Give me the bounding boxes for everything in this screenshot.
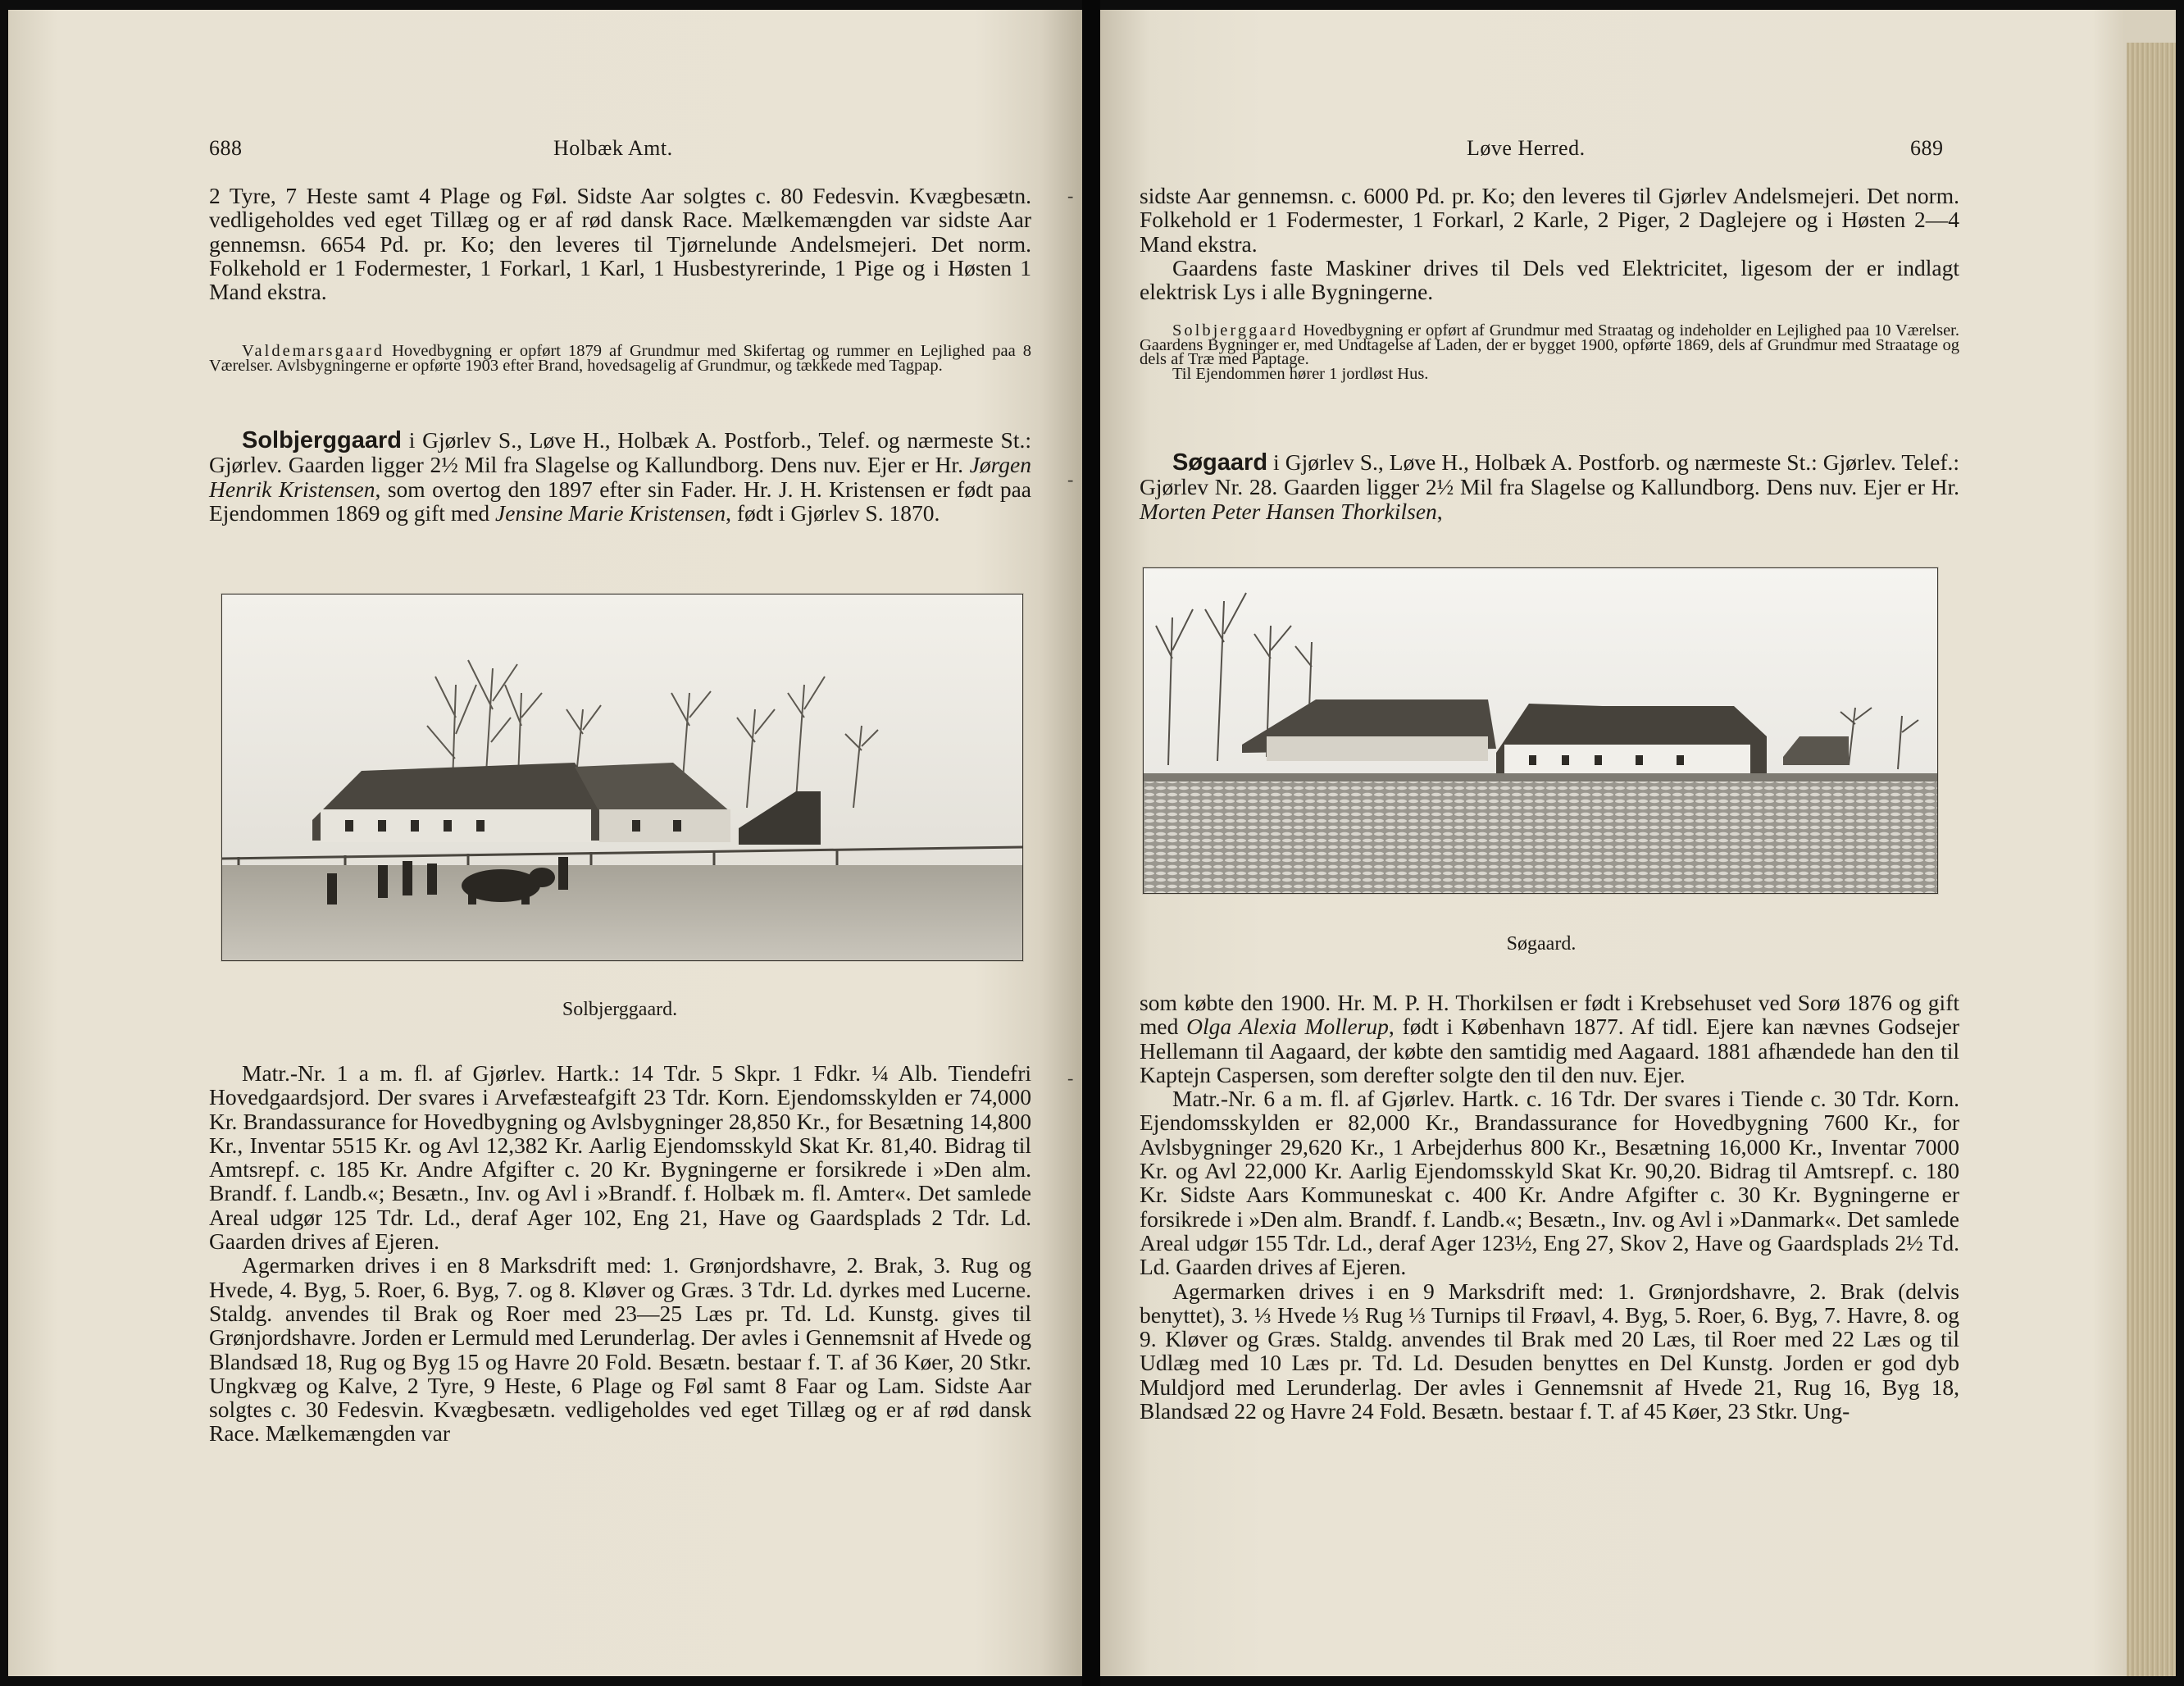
book-gutter bbox=[1082, 0, 1100, 1686]
small-note bbox=[209, 344, 1031, 373]
small-note-2: Til Ejendommen hører 1 jordløst Hus. bbox=[1172, 364, 1429, 383]
body-paragraph-1: som købte den 1900. Hr. M. P. H. Thorkilsen er født i Krebsehuset ved Sorø 1876 og gift med Olga Alexia Mollerup, født i København 1877. Af tidl. Ejere kan nævnes Godsejer Hellemann til Aagaard, der købte den samtidig med Aagaard. 1881 afhændede han den til Kaptejn Caspersen, som derefter solgte den til den nuv. Ejer. bbox=[1140, 990, 1959, 1087]
small-note-text: Hovedbygning er opført af Grundmur med Straatag og indeholder en Lejlighed paa 10 Værelser. Gaardens Bygninger er, med Undtagelse af Laden, der er bygget 1900, opførte 1869, dels af Grundmur med Straatage og dels af Træ med Paptage. bbox=[1140, 321, 1959, 369]
solbjerggaard-photo bbox=[221, 594, 1023, 961]
body-paragraph-2: Agermarken drives i en 8 Marksdrift med: 1. Grønjordshavre, 2. Brak, 3. Rug og Hvede, 4. Byg, 5. Roer, 6. Byg, 7. og 8. Kløver og Græs. 3 Tdr. Ld. dyrkes med Lucerne. Staldg. anvendes til Brak og Roer med 23—25 Læs pr. Td. Ld. Kunstg. gives til Grønjordshavre. Jorden er Lermuld med Lerunderlag. Der avles i Gennemsnit af Hvede og Blandsæd 18, Rug og Byg 15 og Havre 20 Fold. Besætn. bestaar f. T. af 36 Køer, 20 Stkr. Ungkvæg og Kalve, 2 Tyre, 9 Heste, 6 Plage og Føl samt 8 Faar og Lam. Sidste Aar solgtes c. 30 Fedesvin. Kvægbesætn. vedligeholdes ved eget Tillæg og er af rød dansk Race. Mælkemængden var bbox=[209, 1252, 1031, 1447]
sogaard-photo bbox=[1143, 567, 1938, 894]
owner-name: Jørgen Henrik Kristensen bbox=[209, 452, 1031, 502]
body-paragraph-1: Matr.-Nr. 1 a m. fl. af Gjørlev. Hartk.: 14 Tdr. 5 Skpr. 1 Fdkr. ¼ Alb. Tiendefri Hovedgaardsjord. Der svares i Arvefæsteafgift 23 Tdr. Korn. Ejendomsskylden er 74,000 Kr. Brandassurance for Hovedbygning og Avlsbygninger 28,850 Kr., for Besætning 14,800 Kr., Inventar 5515 Kr. og Avl 12,382 Kr. Aarlig Ejendomsskyld Skat Kr. 81,40. Bidrag til Amtsrepf. c. 185 Kr. Andre Afgifter c. 20 Kr. Bygningerne er forsikrede i »Den alm. Brandf. f. Landb.«; Besætn., Inv. og Avl i »Brandf. f. Holbæk m. fl. Amter«. Det samlede Areal udgør 125 Tdr. Ld., deraf Ager 102, Eng 21, Have og Gaardsplads 2 Tdr. Ld. Gaarden drives af Ejeren. bbox=[209, 1060, 1031, 1255]
body-text bbox=[1140, 991, 1959, 1423]
page-number: 688 bbox=[209, 136, 243, 160]
running-head: Løve Herred. bbox=[1467, 136, 1586, 160]
entry-heading: Søgaard bbox=[1172, 449, 1268, 476]
left-page: 688 Holbæk Amt. 2 Tyre, 7 Heste samt 4 Plage og Føl. Sidste Aar solgtes c. 80 Fedesvin. Kvægbesætn. vedligeholdes ved eget Tillæg og er af rød dansk Race. Mælkemængden var sidste Aar gennemsn. 6654 Pd. pr. Ko; den leveres til Tjørnelunde Andelsmejeri. Det norm. Folkehold er 1 Fodermester, 1 Forkarl, 1 Karl, 1 Husbestyrerinde, 1 Pige og i Høsten 1 Mand ekstra. Valdemarsgaard Hovedbygning er opført 1879 af Grundmur med Skifertag og rummer en Lejlighed paa 8 Værelser. Avlsbygningerne er opførte 1903 efter Brand, hovedsagelig af Grundmur, og tækkede med Tagpap. Solbjerggaard i Gjørlev S., Løve H., Holbæk A. Postforb., Telef. og nærmeste St.: Gjørlev. Gaarden ligger 2½ Mil fra Slagelse og Kallundborg. Dens nuv. Ejer er Hr. Jørgen Henrik Kristensen, som overtog den 1897 efter sin Fader. Hr. J. H. Kristensen er født paa Ejendommen 1869 og gift med Jensine Marie Kristensen, født i Gjørlev S. 1870. Solbjerggaard. Matr.-Nr. 1 a m. fl. af Gjørlev. Hartk.: 14 Tdr. 5 Skpr. 1 Fdkr. ¼ Alb. Tiendefri Hovedgaardsjord. Der svares i Arvefæsteafgift 23 Tdr. Korn. Ejendomsskylden er 74,000 Kr. Brandassurance for Hovedbygning og Avlsbygninger 28,850 Kr., for Besætning 14,800 Kr., Inventar 5515 Kr. og Avl 12,382 Kr. Aarlig Ejendomsskyld Skat Kr. 81,40. Bidrag til Amtsrepf. c. 185 Kr. Andre Afgifter c. 20 Kr. Bygningerne er forsikrede i »Den alm. Brandf. f. Landb.«; Besætn., Inv. og Avl i »Brandf. f. Holbæk m. fl. Amter«. Det samlede Areal udgør 125 Tdr. Ld., deraf Ager 102, Eng 21, Have og Gaardsplads 2 Tdr. Ld. Gaarden drives af Ejeren. Agermarken drives i en 8 Marksdrift med: 1. Grønjordshavre, 2. Brak, 3. Rug og Hvede, 4. Byg, 5. Roer, 6. Byg, 7. og 8. Kløver og Græs. 3 Tdr. Ld. dyrkes med Lucerne. Staldg. anvendes til Brak og Roer med 23—25 Læs pr. Td. Ld. Kunstg. gives til Grønjordshavre. Jorden er Lermuld med Lerunderlag. Der avles i Gennemsnit af Hvede og Blandsæd 18, Rug og Byg 15 og Havre 20 Fold. Besætn. bestaar f. T. af 36 Køer, 20 Stkr. Ungkvæg og Kalve, 2 Tyre, 9 Heste, 6 Plage og Føl samt 8 Faar og Lam. Sidste Aar solgtes c. 30 Fedesvin. Kvægbesætn. vedligeholdes ved eget Tillæg og er af rød dansk Race. Mælkemængden var - - - bbox=[8, 10, 1082, 1676]
wife-name: Olga Alexia Mollerup bbox=[1186, 1014, 1389, 1040]
intro-paragraphs bbox=[1140, 184, 1959, 303]
intro-paragraph-2: Gaardens faste Maskiner drives til Dels ved Elektricitet, ligesom der er indlagt elektrisk Lys i alle Bygningerne. bbox=[1140, 254, 1959, 305]
intro-paragraph-1: sidste Aar gennemsn. c. 6000 Pd. pr. Ko; den leveres til Gjørlev Andelsmejeri. Det norm. Folkehold er 1 Fodermester, 1 Forkarl, 2 Karle, 2 Piger, 2 Daglejere og i Høsten 2—4 Mand ekstra. bbox=[1140, 183, 1959, 257]
small-note bbox=[1140, 321, 1959, 383]
small-note-text: Hovedbygning er opført 1879 af Grundmur med Skifertag og rummer en Lejlighed paa 8 Værelser. Avlsbygningerne er opførte 1903 efter Brand, hovedsagelig af Grundmur, og tækkede med Tagpap. bbox=[209, 342, 1031, 375]
farm-photo-illustration bbox=[1144, 568, 1937, 893]
wife-name: Jensine Marie Kristensen bbox=[495, 499, 726, 526]
right-page bbox=[1100, 10, 2176, 1676]
small-note-lead: Solbjerggaard bbox=[1172, 321, 1299, 339]
page-number: 689 bbox=[1910, 136, 1944, 160]
small-note-lead: Valdemarsgaard bbox=[242, 342, 385, 360]
photo-caption: Søgaard. bbox=[1506, 933, 1577, 955]
entry-paragraph: Solbjerggaard i Gjørlev S., Løve H., Holbæk A. Postforb., Telef. og nærmeste St.: Gjørlev. Gaarden ligger 2½ Mil fra Slagelse og Kallundborg. Dens nuv. Ejer er Hr. Jørgen Henrik Kristensen, som overtog den 1897 efter sin Fader. Hr. J. H. Kristensen er født paa Ejendommen 1869 og gift med Jensine Marie Kristensen, født i Gjørlev S. 1870. bbox=[209, 427, 1031, 526]
owner-name: Morten Peter Hansen Thorkilsen bbox=[1140, 498, 1437, 524]
entry-paragraph: Søgaard i Gjørlev S., Løve H., Holbæk A. Postforb. og nærmeste St.: Gjørlev. Telef.: Gjørlev Nr. 28. Gaarden ligger 2½ Mil fra Slagelse og Kallundborg. Dens nuv. Ejer er Hr. Morten Peter Hansen Thorkilsen, bbox=[1140, 449, 1959, 524]
photo-caption: Solbjerggaard. bbox=[562, 999, 678, 1020]
body-paragraph-2: Matr.-Nr. 6 a m. fl. af Gjørlev. Hartk. c. 16 Tdr. Der svares i Tiende c. 30 Tdr. Korn. Ejendomsskylden er 82,000 Kr., Brandassurance for Hovedbygning 7600 Kr., for Avlsbygninger 29,620 Kr., 1 Arbejderhus 800 Kr., Besætning 16,000 Kr., Inventar 7000 Kr. og Avl 22,000 Kr. Aarlig Ejendomsskyld Skat Kr. 90,20. Bidrag til Amtsrepf. c. 180 Kr. Sidste Aars Kommuneskat c. 400 Kr. Andre Afgifter c. 30 Kr. Bygningerne er forsikrede i »Den alm. Brandf. f. Landb.«; Besætn., Inv. og Avl i »Danmark«. Det samlede Areal udgør 155 Tdr. Ld., deraf Ager 123½, Eng 27, Skov 2, Have og Gaardsplads 2½ Td. Ld. Gaarden drives af Ejeren. bbox=[1140, 1086, 1959, 1280]
body-text bbox=[209, 1061, 1031, 1446]
running-head: Holbæk Amt. bbox=[553, 136, 673, 160]
body-paragraph-3: Agermarken drives i en 9 Marksdrift med: 1. Grønjordshavre, 2. Brak (delvis benyttet), 3. ⅓ Hvede ⅓ Rug ⅓ Turnips til Frøavl, 4. Byg, 5. Roer, 6. Byg, 7. Havre, 8. og 9. Kløver og Græs. Staldg. anvendes til Brak med 20 Læs, til Roer med 22 Læs og til Udlæg med 10 Læs pr. Td. Ld. Desuden benyttes en Del Kunstg. Jorden er god dyb Muldjord med Lerunderlag. Der avles i Gennemsnit af Hvede 21, Rug 16, Byg 18, Blandsæd 22 og Havre 24 Fold. Besætn. bestaar f. T. af 45 Køer, 23 Stkr. Ung- bbox=[1140, 1278, 1959, 1424]
intro-paragraph: 2 Tyre, 7 Heste samt 4 Plage og Føl. Sidste Aar solgtes c. 80 Fedesvin. Kvægbesætn. vedligeholdes ved eget Tillæg og er af rød dansk Race. Mælkemængden var sidste Aar gennemsn. 6654 Pd. pr. Ko; den leveres til Tjørnelunde Andelsmejeri. Det norm. Folkehold er 1 Fodermester, 1 Forkarl, 1 Karl, 1 Husbestyrerinde, 1 Pige og i Høsten 1 Mand ekstra. bbox=[209, 183, 1031, 305]
farm-photo-illustration bbox=[222, 595, 1022, 960]
page-edges bbox=[2127, 43, 2176, 1676]
entry-heading: Solbjerggaard bbox=[242, 427, 402, 453]
